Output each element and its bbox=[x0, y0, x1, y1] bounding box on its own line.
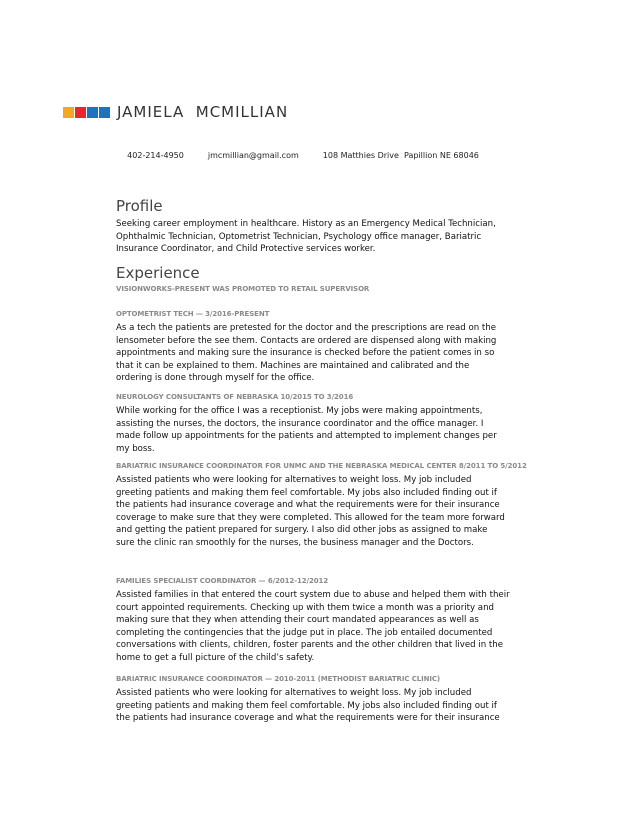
text-line: greeting patients and making them feel comfortable. My jobs also included finding out if bbox=[116, 700, 497, 711]
logo-square-red bbox=[75, 107, 86, 118]
text-line: Insurance Coordinator, and Child Protective services worker. bbox=[116, 244, 376, 254]
logo-square-blue-2 bbox=[99, 107, 110, 118]
text-line: While working for the office I was a receptionist. My jobs were making appointments, bbox=[116, 406, 483, 416]
job-description bbox=[116, 405, 536, 455]
text-line: assisting the nurses, the doctors, the insurance coordinator and the office manager. I bbox=[116, 418, 484, 429]
text-line: Ophthalmic Technician, Optometrist Technician, Psychology office manager, Bariatric bbox=[116, 231, 482, 242]
experience-heading: Experience bbox=[116, 264, 200, 282]
logo-squares-icon bbox=[63, 107, 110, 118]
profile-text bbox=[116, 218, 536, 256]
text-line: the patients had insurance coverage and what the requirements were for their insurance bbox=[116, 500, 500, 510]
phone: 402-214-4950 bbox=[127, 151, 184, 160]
text-line: court appointed requirements. Checking up with them twice a month was a priority and bbox=[116, 602, 494, 613]
job-heading: FAMILIES SPECIALIST COORDINATOR — 6/2012-12/2012 bbox=[116, 577, 329, 585]
text-line: making sure that they when attending their court mandated appearances as well as bbox=[116, 615, 479, 625]
contact-line bbox=[117, 142, 503, 169]
job-description bbox=[116, 322, 536, 385]
text-line: As a tech the patients are pretested for the doctor and the prescriptions are read on the bbox=[116, 323, 496, 333]
text-line: appointments and making sure the insurance is checked before the patient comes in so bbox=[116, 348, 495, 358]
text-line: home to get a full picture of the child’s safety. bbox=[116, 652, 315, 663]
text-line: sure the clinic ran smoothly for the nurses, the business manager and the Doctors. bbox=[116, 537, 474, 548]
job-heading: NEUROLOGY CONSULTANTS OF NEBRASKA 10/2015 TO 3/2016 bbox=[116, 393, 354, 401]
text-line: made follow up appointments for the patients and attempted to implement changes per bbox=[116, 431, 497, 441]
job-description bbox=[116, 687, 536, 725]
logo-square-blue bbox=[87, 107, 98, 118]
text-line: Assisted families in that entered the court system due to abuse and helped them with their bbox=[116, 590, 510, 600]
address: 108 Matthies Drive Papillion NE 68046 bbox=[322, 151, 479, 160]
text-line: lensometer before the see them. Contacts are ordered are dispensed along with making bbox=[116, 335, 497, 346]
text-line: that it can be explained to them. Machines are maintained and calibrated and the bbox=[116, 360, 470, 371]
job-description bbox=[116, 474, 536, 549]
candidate-name: JAMIELA MCMILLIAN bbox=[117, 103, 289, 121]
email: jmcmillian@gmail.com bbox=[207, 151, 299, 160]
job-heading: OPTOMETRIST TECH — 3/2016-PRESENT bbox=[116, 310, 270, 318]
job-heading: BARIATRIC INSURANCE COORDINATOR — 2010-2011 (METHODIST BARIATRIC CLINIC) bbox=[116, 675, 441, 683]
profile-heading: Profile bbox=[116, 197, 163, 215]
job-heading: BARIATRIC INSURANCE COORDINATOR FOR UNMC AND THE NEBRASKA MEDICAL CENTER 8/2011 TO 5/2012 bbox=[116, 462, 527, 470]
text-line: and getting the patient prepared for surgery. I also did other jobs as assigned to make bbox=[116, 525, 488, 535]
text-line: coverage to make sure that they were completed. This allowed for the team more forward bbox=[116, 512, 505, 523]
text-line: Seeking career employment in healthcare. History as an Emergency Medical Technician, bbox=[116, 219, 496, 229]
job-description bbox=[116, 589, 536, 664]
text-line: Assisted patients who were looking for alternatives to weight loss. My job included bbox=[116, 688, 472, 698]
text-line: conversations with clients, children, foster parents and the other children that lived in the bbox=[116, 640, 504, 650]
text-line: ordering is done through myself for the office. bbox=[116, 373, 315, 383]
text-line: greeting patients and making them feel comfortable. My jobs also included finding out if bbox=[116, 487, 497, 498]
text-line: Assisted patients who were looking for alternatives to weight loss. My job included bbox=[116, 475, 472, 485]
experience-headline: VISIONWORKS-PRESENT WAS PROMOTED TO RETAIL SUPERVISOR bbox=[116, 285, 370, 293]
text-line: completing the contingencies that the judge put in place. The job entailed documented bbox=[116, 627, 493, 638]
text-line: the patients had insurance coverage and what the requirements were for their insurance bbox=[116, 713, 500, 723]
text-line: my boss. bbox=[116, 443, 155, 454]
logo-square-orange bbox=[63, 107, 74, 118]
